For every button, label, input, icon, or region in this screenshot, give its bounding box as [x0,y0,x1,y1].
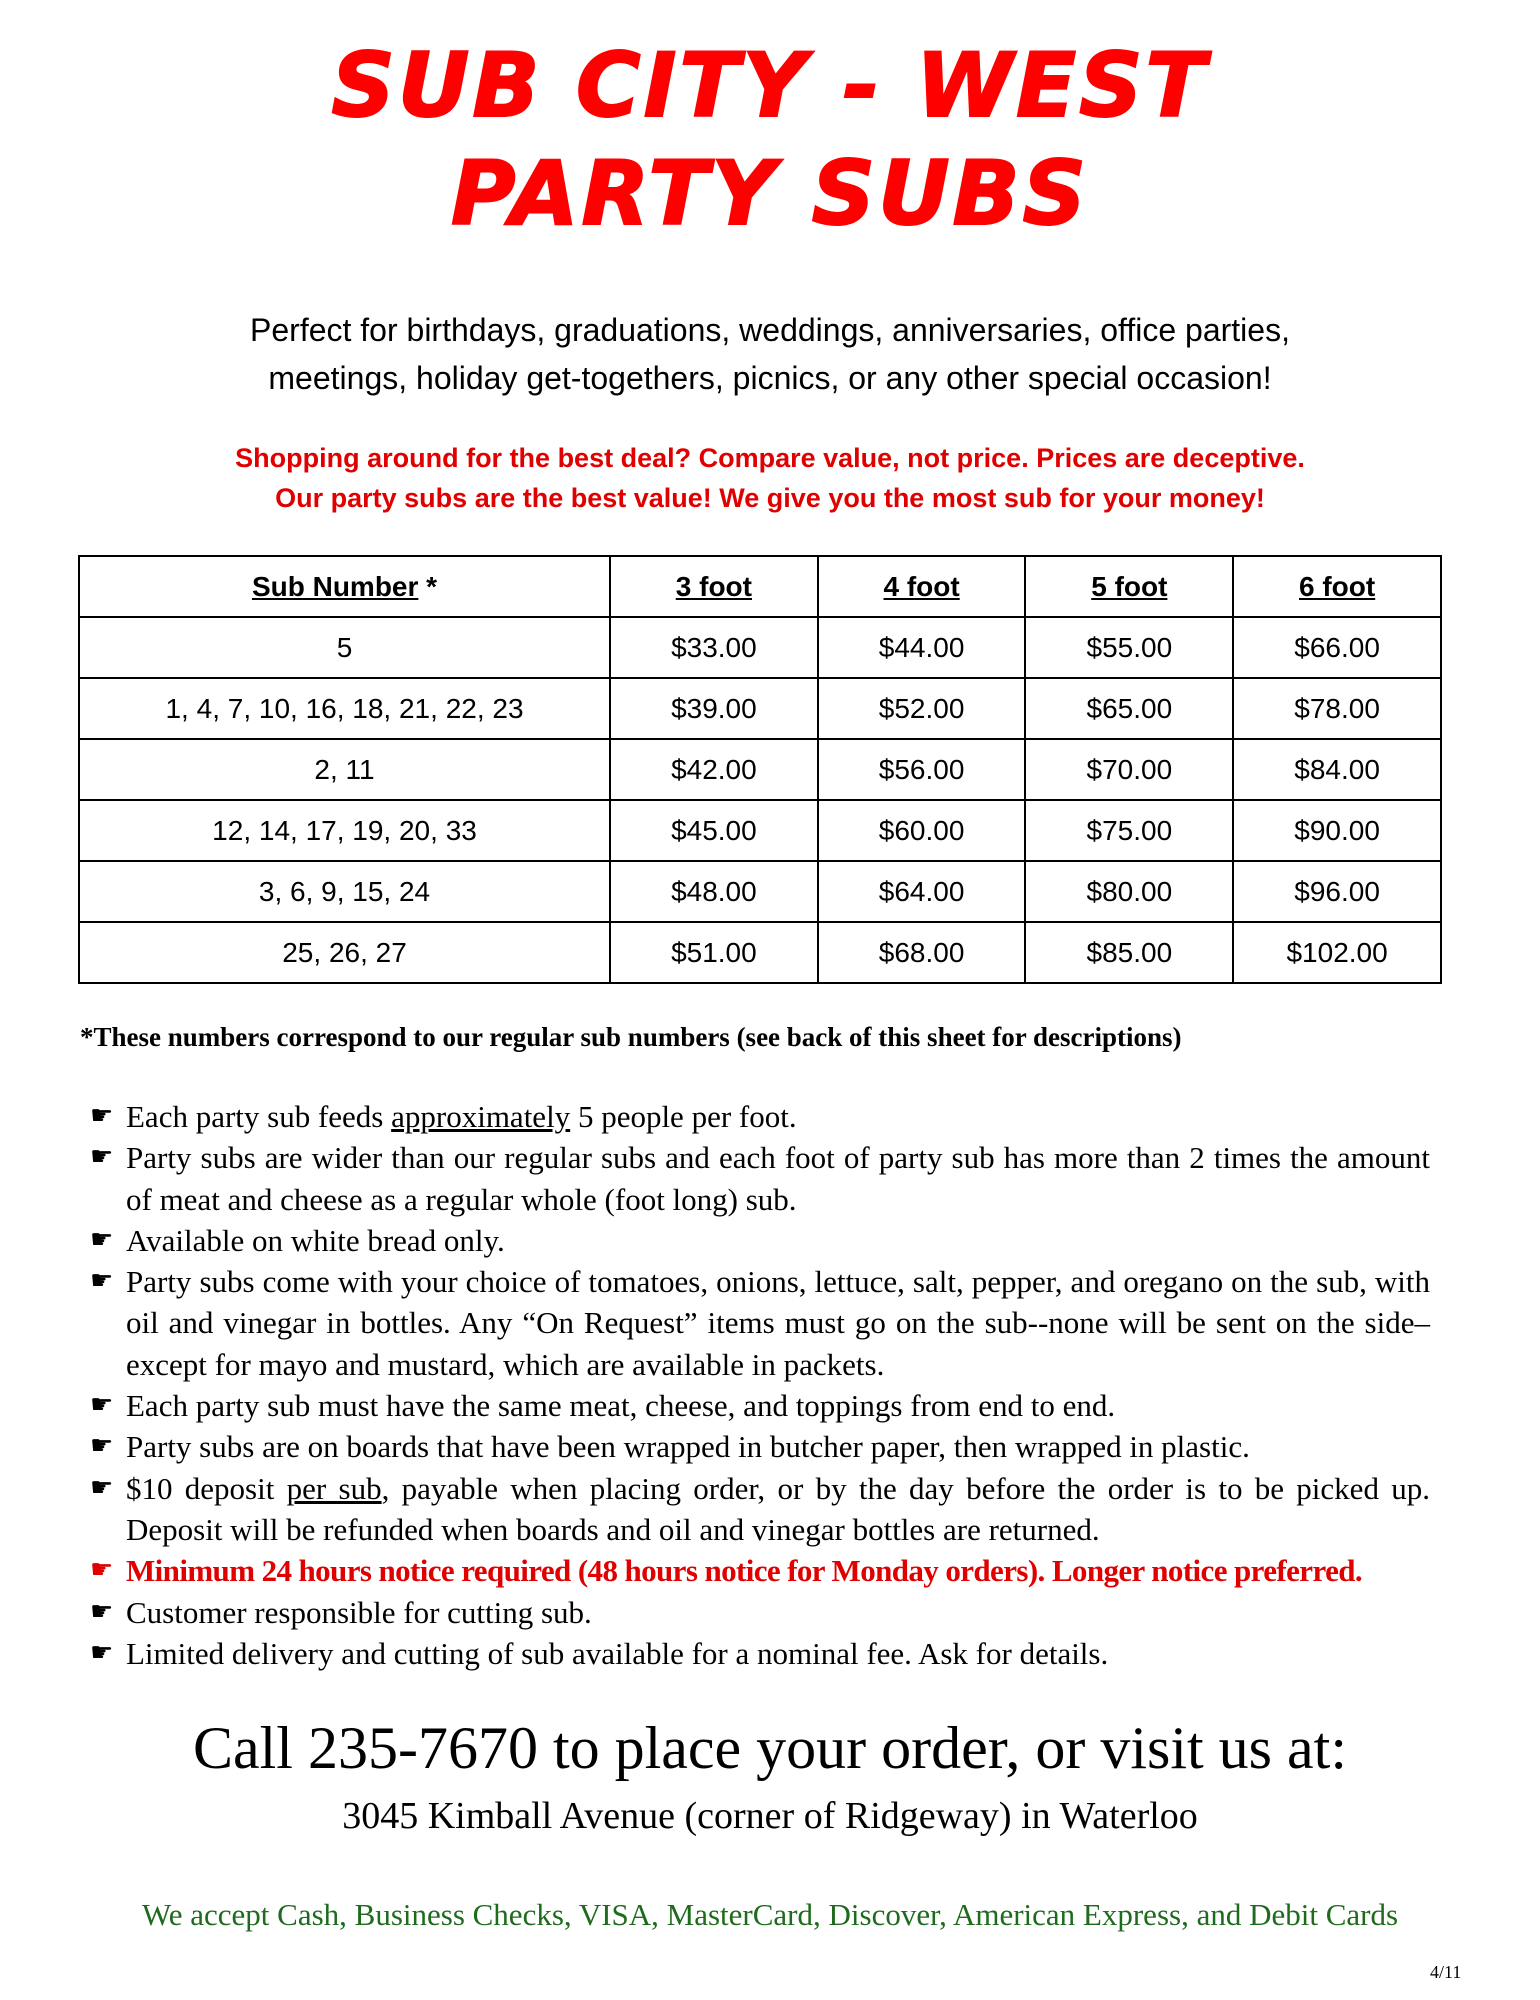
intro-line-1: Perfect for birthdays, graduations, weddings, anniversaries, office parties, [250,312,1290,348]
price-cell: $75.00 [1025,800,1233,861]
list-item: ☛ Customer responsible for cutting sub. [90,1592,1430,1633]
price-table-header-row [79,556,1441,617]
header-3-foot: 3 foot [610,556,818,617]
price-cell: $90.00 [1233,800,1441,861]
pointing-hand-icon: ☛ [90,1266,114,1297]
pointing-hand-icon: ☛ [90,1555,113,1586]
table-footnote: *These numbers correspond to our regular sub numbers (see back of this sheet for descriptions) [80,1022,1182,1052]
price-cell: $78.00 [1233,678,1441,739]
price-cell: $52.00 [818,678,1026,739]
price-cell: $85.00 [1025,922,1233,983]
promo-line-1: Shopping around for the best deal? Compare value, not price. Prices are deceptive. [235,443,1305,473]
header-4-foot: 4 foot [818,556,1026,617]
pointing-hand-icon: ☛ [90,1142,114,1173]
price-cell: $102.00 [1233,922,1441,983]
pointing-hand-icon: ☛ [90,1431,114,1462]
intro-line-2: meetings, holiday get-togethers, picnics, or any other special occasion! [268,360,1272,396]
sub-numbers-cell: 1, 4, 7, 10, 16, 18, 21, 22, 23 [79,678,610,739]
price-cell: $80.00 [1025,861,1233,922]
price-cell: $60.00 [818,800,1026,861]
sub-numbers-cell: 25, 26, 27 [79,922,610,983]
list-item: ☛ Each party sub feeds approximately 5 people per foot. [90,1096,1430,1137]
price-cell: $68.00 [818,922,1026,983]
list-item: ☛ Available on white bread only. [90,1220,1430,1261]
pointing-hand-icon: ☛ [90,1224,114,1255]
page-title-line-2: PARTY SUBS [450,142,1089,245]
list-item: ☛ Limited delivery and cutting of sub available for a nominal fee. Ask for details. [90,1633,1430,1674]
sub-numbers-cell: 12, 14, 17, 19, 20, 33 [79,800,610,861]
list-item: ☛ Party subs come with your choice of tomatoes, onions, lettuce, salt, pepper, and oregano on the sub, with oil and vinegar in bottles. Any “On Request” items must go on the sub--none will be sent on the side–except for mayo and mustard, which are available in packets. [90,1261,1430,1385]
price-cell: $45.00 [610,800,818,861]
price-cell: $44.00 [818,617,1026,678]
payment-methods: We accept Cash, Business Checks, VISA, MasterCard, Discover, American Express, and Debit Cards [141,1897,1399,1932]
price-cell: $33.00 [610,617,818,678]
price-cell: $39.00 [610,678,818,739]
price-cell: $66.00 [1233,617,1441,678]
promo-line-2: Our party subs are the best value! We give you the most sub for your money! [275,483,1265,513]
table-row [79,861,1441,922]
call-to-order: Call 235-7670 to place your order, or visit us at: [192,1715,1348,1781]
header-sub-number: Sub Number * [79,556,610,617]
pointing-hand-icon: ☛ [90,1596,114,1627]
list-item: ☛ Party subs are wider than our regular subs and each foot of party sub has more than 2 times the amount of meat and cheese as a regular whole (foot long) sub. [90,1137,1430,1220]
price-cell: $65.00 [1025,678,1233,739]
table-row [79,678,1441,739]
version-date: 4/11 [1430,1962,1462,1982]
price-cell: $96.00 [1233,861,1441,922]
price-cell: $42.00 [610,739,818,800]
price-cell: $55.00 [1025,617,1233,678]
info-bullet-list [90,1096,1430,1674]
price-cell: $48.00 [610,861,818,922]
list-item: ☛ Each party sub must have the same meat, cheese, and toppings from end to end. [90,1385,1430,1426]
header-6-foot: 6 foot [1233,556,1441,617]
page-title-line-1: SUB CITY - WEST [331,34,1209,137]
list-item: ☛ $10 deposit per sub, payable when placing order, or by the day before the order is to be picked up. Deposit will be refunded when boards and oil and vinegar bottles are returned. [90,1468,1430,1551]
price-cell: $56.00 [818,739,1026,800]
price-cell: $70.00 [1025,739,1233,800]
pointing-hand-icon: ☛ [90,1637,114,1668]
price-cell: $84.00 [1233,739,1441,800]
table-row [79,739,1441,800]
price-cell: $51.00 [610,922,818,983]
header-5-foot: 5 foot [1025,556,1233,617]
pointing-hand-icon: ☛ [90,1472,114,1503]
sub-numbers-cell: 5 [79,617,610,678]
price-table [78,555,1442,984]
table-row [79,617,1441,678]
sub-numbers-cell: 2, 11 [79,739,610,800]
pointing-hand-icon: ☛ [90,1101,114,1131]
price-cell: $64.00 [818,861,1026,922]
notice-requirement-item: ☛ Minimum 24 hours notice required (48 hours notice for Monday orders). Longer notice preferred. [90,1550,1430,1591]
table-row [79,922,1441,983]
list-item: ☛ Party subs are on boards that have been wrapped in butcher paper, then wrapped in plastic. [90,1426,1430,1467]
sub-numbers-cell: 3, 6, 9, 15, 24 [79,861,610,922]
table-row [79,800,1441,861]
store-address: 3045 Kimball Avenue (corner of Ridgeway) in Waterloo [342,1795,1198,1837]
pointing-hand-icon: ☛ [90,1390,114,1421]
